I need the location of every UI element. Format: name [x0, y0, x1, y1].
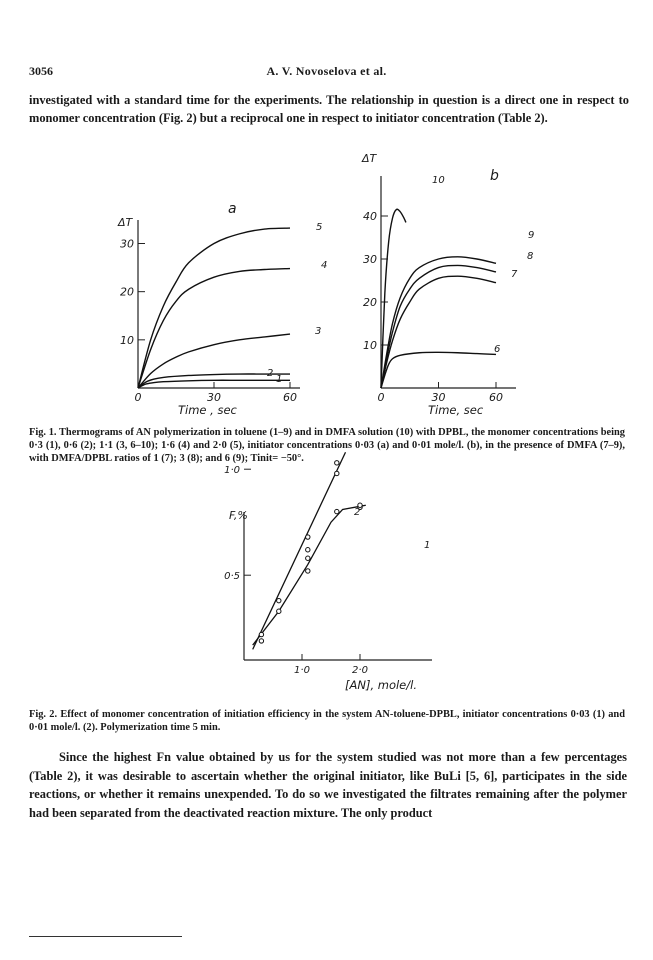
- chart1-y-tick-label: 10: [120, 333, 134, 347]
- chart1-y-tick-label: 20: [120, 285, 134, 299]
- chart3-series-1-point: [335, 509, 339, 513]
- chart1-series-1-label: 1: [276, 374, 283, 385]
- chart3-series-1-point: [259, 639, 263, 643]
- chart1-series-5-label: 5: [316, 222, 323, 233]
- chart1-panel-letter: a: [228, 201, 237, 217]
- chart2-x-tick-label: 60: [489, 391, 503, 404]
- chart3-series-2-label: 2: [354, 507, 361, 518]
- running-head: A. V. Novoselova et al.: [266, 64, 387, 78]
- chart2-y-tick-label: 40: [363, 210, 377, 223]
- figure1-caption: Fig. 1. Thermograms of AN polymerization in toluene (1–9) and in DMFA solution (10) with DPBL, the monomer concentrations being 0·3 (1), 0·6 (2); 1·1 (3, 6–10); 1·6 (4) and 2·0 (5), initiator concentrations 0·03 (a) and 0·01 mole/l. (b), in the presence of DMFA (7–9), with DMFA/DPBL ratios of 1 (7); 3 (8); and 6 (9); Tinit= −50°.: [29, 427, 625, 464]
- chart2-series-7-label: 7: [511, 269, 518, 280]
- chart3-series-2-point: [306, 535, 310, 539]
- chart2-series-7-line: [381, 276, 496, 388]
- chart3-x-tick-label: 2·0: [352, 665, 368, 676]
- chart1-x-tick-label: 30: [207, 391, 221, 404]
- chart1-x-tick-label: 60: [283, 391, 297, 404]
- chart2-series-10-label: 10: [432, 175, 445, 186]
- chart3-series-2-point: [259, 632, 263, 636]
- chart1-series-4-label: 4: [321, 260, 328, 271]
- chart3-series-1-point: [306, 556, 310, 560]
- chart2-series-8-line: [381, 265, 496, 388]
- chart1-series-2-label: 2: [267, 368, 274, 379]
- body-paragraph: Since the highest Fn value obtained by us for the system studied was not more than a few percentages (Table 2), it was desirable to ascertain whether the original initiator, like BuLi [5, 6], participates in the side reactions, or whether it remains unexpended. To do so we investigated the filtrates remaining after the polymer had been separated from the deactivated reaction mixture. The only product: [29, 750, 627, 820]
- chart3-x-tick-label: 1·0: [294, 665, 310, 676]
- chart3-series-1-point: [277, 609, 281, 613]
- chart1-x-axis-label: Time , sec: [178, 403, 237, 417]
- chart3-series-2-point: [335, 471, 339, 475]
- chart2-series-6-label: 6: [494, 344, 501, 355]
- chart2-x-tick-label: 30: [431, 391, 446, 404]
- chart1-series-3-label: 3: [315, 326, 322, 337]
- chart1-y-axis-label: ΔT: [118, 216, 133, 229]
- chart1-y-tick-label: 30: [120, 237, 134, 251]
- chart2-series-8-label: 8: [527, 251, 534, 262]
- chart3-series-2-point: [277, 598, 281, 602]
- chart2-y-axis-label: ΔT: [362, 152, 377, 165]
- chart2-panel-letter: b: [490, 168, 499, 184]
- chart2-y-tick-label: 20: [363, 296, 377, 309]
- chart3-x-axis-label: [AN], mole/l.: [345, 678, 417, 692]
- chart3-series-2-point: [306, 548, 310, 552]
- chart3-y-tick-label: 0·5: [224, 571, 240, 583]
- chart1-series-5-line: [138, 228, 290, 388]
- chart2-series-9-label: 9: [528, 230, 535, 241]
- chart3-y-tick-label: 1·0: [224, 465, 240, 477]
- page-number: 3056: [29, 64, 53, 78]
- chart3-series-1-point: [306, 569, 310, 573]
- intro-paragraph: investigated with a standard time for the experiments. The relationship in question is a direct one in respect to monomer concentration (Fig. 2) but a reciprocal one in respect to initiator concentration (Table 2).: [29, 93, 629, 125]
- figure2-caption: Fig. 2. Effect of monomer concentration of initiation efficiency in the system AN-toluene-DPBL, initiator concentrations 0·03 (1) and 0·01 mole/l. (2). Polymerization time 5 min.: [29, 709, 625, 733]
- chart2-y-tick-label: 10: [363, 339, 377, 352]
- chart3-series-1-fit-line: [253, 505, 366, 645]
- chart2-x-axis-label: Time, sec: [428, 403, 484, 417]
- chart3-y-axis-label: F,%: [229, 509, 248, 522]
- footnote-rule: [29, 936, 182, 937]
- chart3-series-1-label: 1: [424, 540, 431, 551]
- chart2-x-tick-label: 0: [377, 391, 385, 404]
- chart2-y-tick-label: 30: [363, 253, 377, 266]
- chart1-x-tick-label: 0: [134, 391, 142, 404]
- chart3-series-2-fit-line: [253, 452, 346, 649]
